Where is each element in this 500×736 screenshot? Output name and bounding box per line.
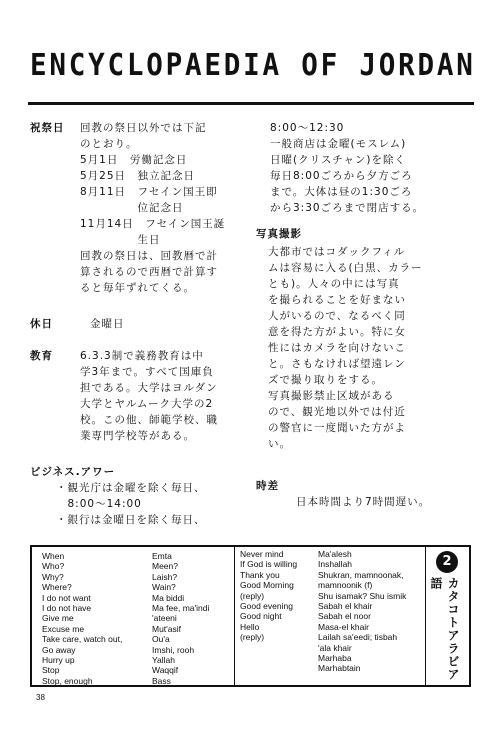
glossary-arabic-phrase: Mut'asif — [152, 623, 182, 634]
text-line: の警官に一度聞いた方がよ — [268, 422, 406, 434]
glossary-english-phrase: (reply) — [240, 590, 265, 601]
glossary-arabic-phrase: Lailah sa'eedi; tisbah — [318, 632, 398, 643]
text-line: まで。大体は昼の1:30ごろ — [270, 186, 413, 198]
text-line: とも)。人々の中には写真 — [268, 278, 400, 290]
glossary-english-phrase: If God is willing — [240, 559, 298, 570]
glossary-arabic-phrase: Imshi, rooh — [152, 644, 195, 655]
text-line: ので、観光地以外では付近 — [268, 406, 406, 418]
arabic-phrase-glossary — [30, 545, 471, 687]
text-line: 回教の祭日は、回教暦で計 — [80, 250, 218, 262]
glossary-english-phrase: Good evening — [240, 601, 293, 612]
glossary-arabic-phrase: Sabah el khair — [318, 601, 373, 612]
text-line: 人がいるので、なるべく同 — [268, 310, 406, 322]
glossary-arabic-phrase: Shukran, mamnoonak, — [318, 569, 404, 580]
glossary-english-phrase: Give me — [42, 613, 74, 624]
glossary-english-phrase: Good night — [240, 611, 282, 622]
glossary-english-phrase: Why? — [42, 571, 64, 582]
text-line: ズで撮り取りをする。 — [268, 374, 383, 386]
glossary-arabic-phrase: Inshallah — [318, 559, 353, 570]
glossary-english-phrase: (reply) — [240, 632, 265, 643]
page-title: ENCYCLOPAEDIA OF JORDAN — [30, 48, 476, 83]
text-line: 5月25日 独立記念日 — [80, 170, 196, 182]
text-line: 8:00～14:00 — [56, 498, 142, 510]
glossary-english-phrase: Hello — [240, 621, 260, 632]
text-line: 学3年まで。すべて国庫負 — [80, 366, 214, 378]
photo-label: 写真撮影 — [256, 228, 302, 240]
glossary-arabic-phrase: Sabah el noor — [318, 611, 371, 622]
text-line: 11月14日 フセイン国王誕 — [80, 218, 226, 230]
glossary-divider — [425, 547, 426, 685]
glossary-arabic-phrase: Masa-el khair — [318, 621, 370, 632]
glossary-arabic-phrase: Waqqif — [152, 665, 179, 676]
text-line: 写真撮影禁止区域がある — [268, 390, 395, 402]
text-line: 毎日8:00ごろから夕方ごろ — [270, 170, 413, 182]
text-line: ムは容易に入る(白黒、カラー — [268, 262, 423, 274]
section-number-badge: 2 — [436, 551, 458, 573]
text-line: 意を得た方がよい。特に女 — [268, 326, 406, 338]
time-difference-label: 時差 — [256, 480, 279, 492]
glossary-divider — [234, 547, 235, 685]
text-line: 一般商店は金曜(モスレム) — [270, 138, 407, 150]
holidays-text — [80, 120, 225, 296]
business-hours-text — [56, 480, 206, 528]
holidays-label: 祝祭日 — [30, 122, 65, 134]
text-line: 性にはカメラを向けないこ — [268, 342, 406, 354]
text-line: 8:00～12:30 — [270, 122, 345, 134]
photo-text — [268, 244, 423, 452]
time-difference-text: 日本時間より7時間遅い。 — [296, 496, 431, 508]
text-line: 6.3.3制で義務教育は中 — [80, 350, 204, 362]
text-line: 大学とヤルムーク大学の2 — [80, 398, 214, 410]
glossary-col1-english — [42, 551, 122, 686]
glossary-arabic-phrase: Marhaba — [318, 653, 352, 664]
glossary-arabic-phrase: 'ateeni — [152, 613, 177, 624]
glossary-english-phrase: Thank you — [240, 569, 280, 580]
glossary-arabic-phrase: Ou'a — [152, 634, 170, 645]
text-line: から3:30ごろまで閉店する。 — [270, 202, 425, 214]
text-line: 回教の祭日以外では下記 — [80, 122, 207, 134]
title-rule — [28, 102, 474, 105]
text-line: と。さもなければ望遠レン — [268, 358, 406, 370]
glossary-col2-arabic — [318, 549, 406, 674]
text-line: 担である。大学はヨルダン — [80, 382, 218, 394]
hours-continued-text — [270, 120, 424, 216]
glossary-col2-english — [240, 549, 297, 643]
glossary-vertical-title: カタコトアラビア語 — [429, 577, 460, 681]
weekend-label: 休日 — [30, 318, 53, 330]
glossary-english-phrase: Good Morning — [240, 580, 294, 591]
glossary-arabic-phrase: Shu isamak? Shu ismik — [318, 590, 407, 601]
text-line: 生日 — [80, 234, 161, 246]
glossary-arabic-phrase: 'ala khair — [318, 642, 352, 653]
text-line: ると毎年ずれてくる。 — [80, 282, 195, 294]
glossary-arabic-phrase: Ma biddi — [152, 592, 185, 603]
glossary-english-phrase: Where? — [42, 582, 72, 593]
text-line: ・銀行は金曜日を除く毎日、 — [56, 514, 206, 526]
glossary-english-phrase: Stop, enough — [42, 675, 93, 686]
text-line: 位記念日 — [80, 202, 184, 214]
text-line: 8月11日 フセイン国王即 — [80, 186, 218, 198]
glossary-english-phrase: When — [42, 551, 65, 561]
glossary-arabic-phrase: Marhabtain — [318, 663, 361, 674]
weekend-value: 金曜日 — [90, 318, 125, 330]
text-line: 業専門学校等がある。 — [80, 430, 195, 442]
glossary-arabic-phrase: Laish? — [152, 571, 178, 582]
education-text — [80, 348, 218, 444]
glossary-arabic-phrase: mamnoonik (f) — [318, 580, 373, 591]
glossary-arabic-phrase: Meen? — [152, 561, 178, 572]
glossary-english-phrase: I do not want — [42, 592, 91, 603]
business-hours-label: ビジネス.アワー — [30, 466, 116, 478]
glossary-english-phrase: I do not have — [42, 603, 92, 614]
text-line: い。 — [268, 438, 291, 450]
page-number: 38 — [36, 693, 45, 702]
education-label: 教育 — [30, 350, 53, 362]
glossary-english-phrase: Who? — [42, 561, 65, 572]
glossary-arabic-phrase: Ma fee, ma'indi — [152, 603, 210, 614]
text-line: 大都市ではコダックフィル — [268, 246, 406, 258]
text-line: を撮られることを好まない — [268, 294, 406, 306]
text-line: のとおり。 — [80, 138, 138, 150]
glossary-arabic-phrase: Emta — [152, 551, 172, 561]
glossary-english-phrase: Stop — [42, 665, 60, 676]
glossary-english-phrase: Go away — [42, 644, 76, 655]
text-line: 日曜(クリスチャン)を除く — [270, 154, 406, 166]
glossary-arabic-phrase: Wain? — [152, 582, 176, 593]
text-line: 校。この他、師範学校、職 — [80, 414, 218, 426]
glossary-arabic-phrase: Bass — [152, 675, 171, 686]
text-line: 算されるので西暦で計算す — [80, 266, 218, 278]
text-line: ・観光庁は金曜を除く毎日、 — [56, 482, 206, 494]
glossary-arabic-phrase: Ma'alesh — [318, 549, 352, 559]
glossary-english-phrase: Take care, watch out, — [42, 634, 123, 645]
glossary-english-phrase: Excuse me — [42, 623, 85, 634]
glossary-english-phrase: Hurry up — [42, 655, 75, 666]
text-line: 5月1日 労働記念日 — [80, 154, 188, 166]
glossary-english-phrase: Never mind — [240, 549, 284, 559]
glossary-col1-arabic — [152, 551, 209, 686]
glossary-arabic-phrase: Yallah — [152, 655, 175, 666]
